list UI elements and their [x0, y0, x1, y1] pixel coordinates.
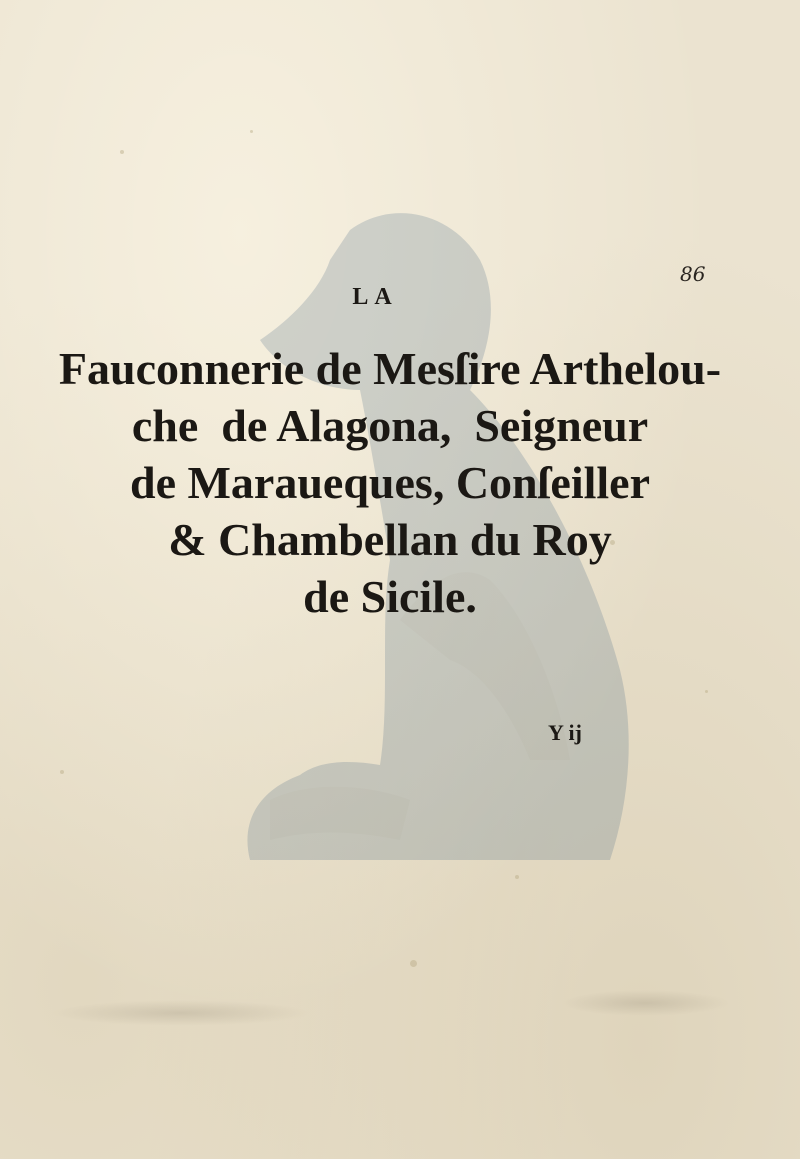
paper-speck [120, 150, 124, 154]
paper-speck [515, 875, 519, 879]
title-line: de Maraueques, Conſeiller [130, 457, 650, 508]
ink-smudge [50, 1000, 310, 1026]
paper-speck [705, 690, 708, 693]
paper-speck [410, 960, 417, 967]
paper-speck [60, 770, 64, 774]
title-line: che de Alagona, Seigneur [131, 400, 649, 451]
title-line: de Sicile. [303, 571, 477, 622]
ink-smudge [560, 990, 730, 1016]
title-line: Fauconnerie de Mesſire Arthelou- [58, 343, 722, 394]
title-line: & Chambellan du Roy [168, 514, 612, 565]
title-heading: LA [352, 284, 398, 310]
paper-speck [250, 130, 253, 133]
signature-mark: Y ij [547, 720, 582, 745]
page-number: 86 [680, 262, 706, 286]
page-title [40, 340, 740, 625]
